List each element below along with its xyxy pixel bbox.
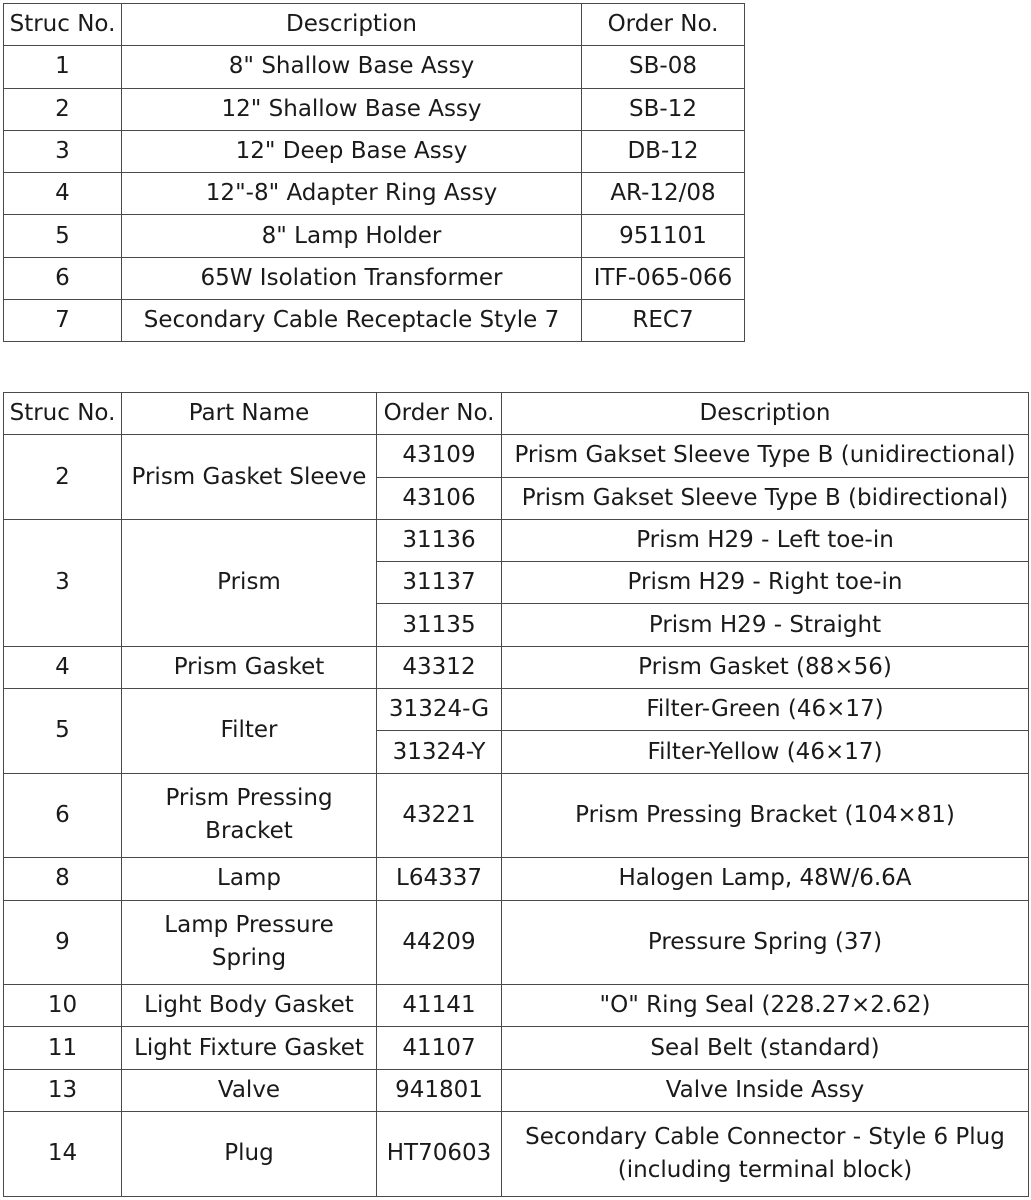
struc-no-cell: 5 bbox=[4, 689, 122, 774]
order-no-cell: 41141 bbox=[377, 985, 502, 1027]
struc-no-cell: 4 bbox=[4, 646, 122, 688]
part-name-cell: Prism bbox=[122, 519, 377, 646]
table-row bbox=[4, 130, 745, 172]
description-cell: 8" Lamp Holder bbox=[122, 215, 582, 257]
order-no-cell: 31136 bbox=[377, 519, 502, 561]
struc-no-cell: 2 bbox=[4, 435, 122, 520]
header-row bbox=[4, 393, 1029, 435]
table-row bbox=[4, 300, 745, 342]
table-row bbox=[4, 435, 1029, 477]
header-struc-no: Struc No. bbox=[4, 4, 122, 46]
description-cell: Valve Inside Assy bbox=[502, 1069, 1029, 1111]
struc-no-cell: 11 bbox=[4, 1027, 122, 1069]
description-cell: Prism Pressing Bracket (104×81) bbox=[502, 773, 1029, 858]
description-cell: 65W Isolation Transformer bbox=[122, 257, 582, 299]
table-row bbox=[4, 689, 1029, 731]
order-no-cell: 31137 bbox=[377, 562, 502, 604]
description-cell: "O" Ring Seal (228.27×2.62) bbox=[502, 985, 1029, 1027]
struc-no-cell: 9 bbox=[4, 900, 122, 985]
description-cell: Prism Gakset Sleeve Type B (bidirectional) bbox=[502, 477, 1029, 519]
struc-no-cell: 1 bbox=[4, 46, 122, 88]
struc-no-cell: 14 bbox=[4, 1112, 122, 1197]
table-row bbox=[4, 1027, 1029, 1069]
struc-no-cell: 7 bbox=[4, 300, 122, 342]
part-name-cell: Filter bbox=[122, 689, 377, 774]
part-name-cell: Light Fixture Gasket bbox=[122, 1027, 377, 1069]
description-cell: Pressure Spring (37) bbox=[502, 900, 1029, 985]
table-row bbox=[4, 646, 1029, 688]
header-order-no: Order No. bbox=[377, 393, 502, 435]
table-row bbox=[4, 1069, 1029, 1111]
description-cell: Secondary Cable Connector - Style 6 Plug (including terminal block) bbox=[502, 1112, 1029, 1197]
description-cell: 8" Shallow Base Assy bbox=[122, 46, 582, 88]
description-cell: Prism H29 - Straight bbox=[502, 604, 1029, 646]
struc-no-cell: 8 bbox=[4, 858, 122, 900]
order-no-cell: 941801 bbox=[377, 1069, 502, 1111]
table-row bbox=[4, 215, 745, 257]
order-no-cell: HT70603 bbox=[377, 1112, 502, 1197]
table-row bbox=[4, 1112, 1029, 1197]
struc-no-cell: 10 bbox=[4, 985, 122, 1027]
order-no-cell: ITF-065-066 bbox=[582, 257, 745, 299]
parts-table bbox=[3, 392, 1029, 1197]
table-row bbox=[4, 985, 1029, 1027]
description-cell: Seal Belt (standard) bbox=[502, 1027, 1029, 1069]
part-name-cell: Prism Pressing Bracket bbox=[122, 773, 377, 858]
order-no-cell: REC7 bbox=[582, 300, 745, 342]
part-name-cell: Plug bbox=[122, 1112, 377, 1197]
description-cell: 12" Deep Base Assy bbox=[122, 130, 582, 172]
struc-no-cell: 2 bbox=[4, 88, 122, 130]
order-no-cell: 951101 bbox=[582, 215, 745, 257]
order-no-cell: 41107 bbox=[377, 1027, 502, 1069]
part-name-cell: Lamp Pressure Spring bbox=[122, 900, 377, 985]
order-no-cell: AR-12/08 bbox=[582, 173, 745, 215]
description-cell: Prism H29 - Left toe-in bbox=[502, 519, 1029, 561]
struc-no-cell: 13 bbox=[4, 1069, 122, 1111]
description-cell: Prism Gasket (88×56) bbox=[502, 646, 1029, 688]
struc-no-cell: 5 bbox=[4, 215, 122, 257]
header-struc-no: Struc No. bbox=[4, 393, 122, 435]
part-name-cell: Prism Gasket Sleeve bbox=[122, 435, 377, 520]
header-description: Description bbox=[122, 4, 582, 46]
order-no-cell: 43221 bbox=[377, 773, 502, 858]
order-no-cell: SB-08 bbox=[582, 46, 745, 88]
struc-no-cell: 6 bbox=[4, 257, 122, 299]
part-name-cell: Light Body Gasket bbox=[122, 985, 377, 1027]
table-row bbox=[4, 900, 1029, 985]
order-no-cell: 31324-Y bbox=[377, 731, 502, 773]
table-row bbox=[4, 88, 745, 130]
struc-no-cell: 3 bbox=[4, 130, 122, 172]
struc-no-cell: 6 bbox=[4, 773, 122, 858]
description-cell: Prism H29 - Right toe-in bbox=[502, 562, 1029, 604]
part-name-cell: Lamp bbox=[122, 858, 377, 900]
table-row bbox=[4, 46, 745, 88]
description-cell: Halogen Lamp, 48W/6.6A bbox=[502, 858, 1029, 900]
order-no-cell: L64337 bbox=[377, 858, 502, 900]
description-cell: 12" Shallow Base Assy bbox=[122, 88, 582, 130]
table-row bbox=[4, 519, 1029, 561]
description-cell: Filter-Yellow (46×17) bbox=[502, 731, 1029, 773]
order-no-cell: SB-12 bbox=[582, 88, 745, 130]
order-no-cell: 31135 bbox=[377, 604, 502, 646]
header-order-no: Order No. bbox=[582, 4, 745, 46]
order-no-cell: 43106 bbox=[377, 477, 502, 519]
order-no-cell: 44209 bbox=[377, 900, 502, 985]
description-cell: 12"-8" Adapter Ring Assy bbox=[122, 173, 582, 215]
struc-no-cell: 4 bbox=[4, 173, 122, 215]
part-name-cell: Prism Gasket bbox=[122, 646, 377, 688]
part-name-cell: Valve bbox=[122, 1069, 377, 1111]
description-cell: Prism Gakset Sleeve Type B (unidirectional) bbox=[502, 435, 1029, 477]
header-part-name: Part Name bbox=[122, 393, 377, 435]
header-row bbox=[4, 4, 745, 46]
order-no-cell: 31324-G bbox=[377, 689, 502, 731]
description-cell: Secondary Cable Receptacle Style 7 bbox=[122, 300, 582, 342]
table-row bbox=[4, 257, 745, 299]
order-no-cell: 43109 bbox=[377, 435, 502, 477]
table-row bbox=[4, 773, 1029, 858]
struc-no-cell: 3 bbox=[4, 519, 122, 646]
table-row bbox=[4, 858, 1029, 900]
description-cell: Filter-Green (46×17) bbox=[502, 689, 1029, 731]
assembly-table bbox=[3, 3, 745, 342]
header-description: Description bbox=[502, 393, 1029, 435]
order-no-cell: DB-12 bbox=[582, 130, 745, 172]
order-no-cell: 43312 bbox=[377, 646, 502, 688]
table-row bbox=[4, 173, 745, 215]
